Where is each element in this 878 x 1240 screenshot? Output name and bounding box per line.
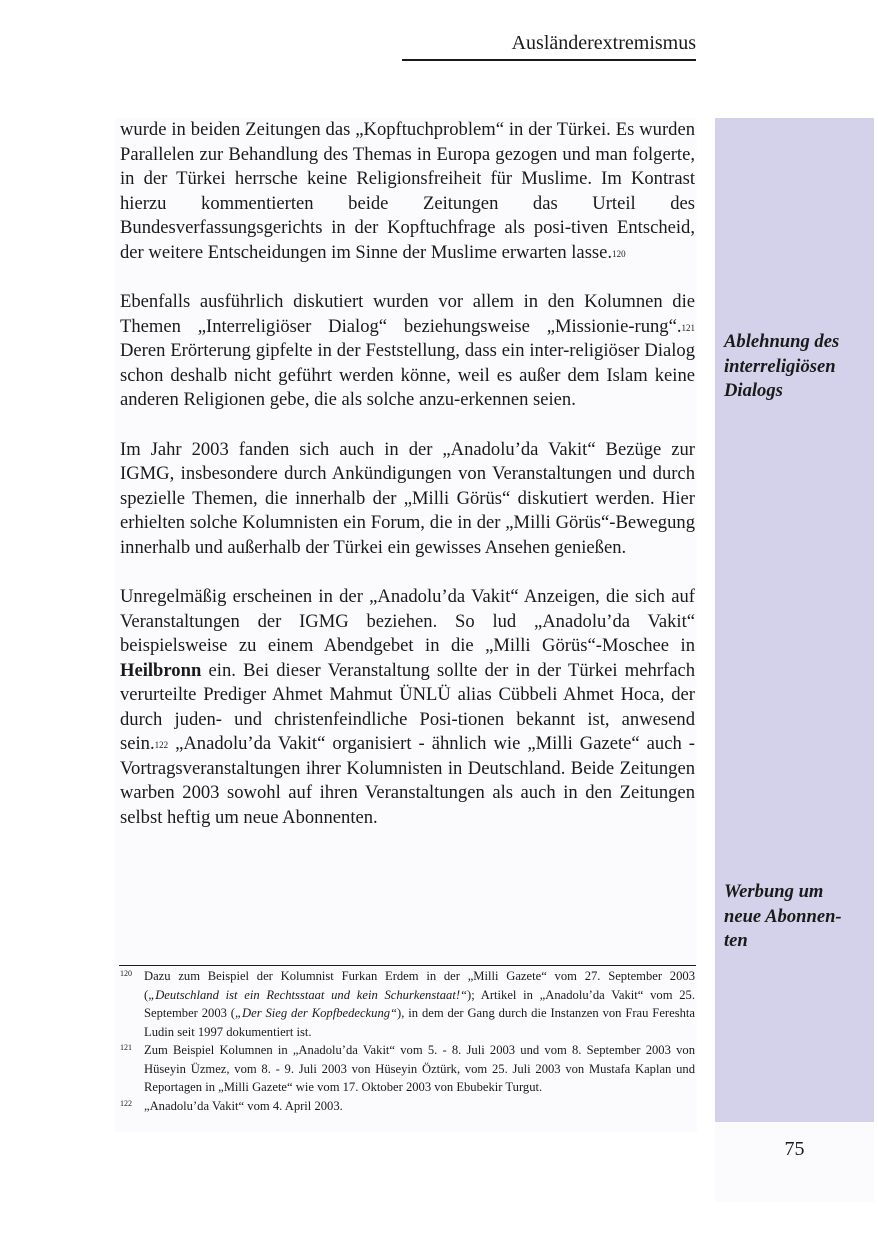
running-header-title: Ausländerextremismus — [511, 32, 696, 54]
running-header — [402, 28, 696, 61]
footnote-122: 122 „Anadolu’da Vakit“ vom 4. April 2003. — [120, 1097, 695, 1116]
paragraph-2: Ebenfalls ausführlich diskutiert wurden vor allem in den Kolumnen die Themen „Interreligiöser Dialog“ beziehungsweise „Missionie-rung“.$^{121}$ Deren Erörterung gipfelte in der Feststellung, dass ein inter-religiöser Dialog schon deshalb nicht geführt werden könne, weil es außer dem Islam keine anderen Religionen gebe, die als solche anzu-erkennen seien. — [120, 291, 695, 410]
footnote-121: 121 Zum Beispiel Kolumnen in „Anadolu’da Vakit“ vom 5. - 8. Juli 2003 und vom 8. September 2003 von Hüseyin Üzmez, vom 8. - 9. Juli 2003 von Hüseyin Öztürk, vom 25. Juli 2003 von Mustafa Kaplan und Reportagen in „Milli Gazete“ wie vom 17. Oktober 2003 von Ebubekir Turgut. — [120, 1041, 695, 1097]
footnote-ref-121[interactable]: 121 — [681, 322, 695, 333]
paragraph-1: wurde in beiden Zeitungen das „Kopftuchproblem“ in der Türkei. Es wurden Parallelen zur Behandlung des Themas in Europa gezogen und man folgerte, in der Türkei herrsche keine Religionsfreiheit für Muslime. Im Kontrast hierzu kommentierten beide Zeitungen das Urteil des Bundesverfassungsgerichts in der Kopftuchfrage als posi-tiven Entscheid, der weitere Entscheidungen im Sinne der Muslime erwarten lasse.$^{120}$ — [120, 119, 695, 263]
page-number: 75 — [784, 1138, 805, 1160]
footnote-120: 120 Dazu zum Beispiel der Kolumnist Furkan Erdem in der „Milli Gazete“ vom 27. September 2003 („Deutschland ist ein Rechtsstaat und kein Schurkenstaat!“); Artikel in „Anadolu’da Vakit“ vom 25. September 2003 („Der Sieg der Kopfbedeckung“), in dem der Gang durch die Instanzen von Frau Fereshta Ludin seit 1997 dokumentiert ist. — [120, 967, 695, 1041]
footnote-divider — [119, 965, 696, 966]
paragraph-3: Im Jahr 2003 fanden sich auch in der „Anadolu’da Vakit“ Bezüge zur IGMG, insbesondere durch Ankündigungen von Veranstaltungen und durch spezielle Themen, die innerhalb der „Milli Görüs“ diskutiert werden. Hier erhielten solche Kolumnisten ein Forum, die in der „Milli Görüs“-Bewegung innerhalb und außerhalb der Türkei ein gewisses Ansehen genießen. — [120, 438, 695, 558]
bold-place-name: Heilbronn — [120, 659, 202, 681]
body-text — [120, 118, 695, 855]
footnote-number: 121 — [120, 1043, 132, 1052]
footnote-number: 122 — [120, 1098, 132, 1108]
paragraph-4: Unregelmäßig erscheinen in der „Anadolu’da Vakit“ Anzeigen, die sich auf Veranstaltungen der IGMG beziehen. So lud „Anadolu’da Vakit“ beispielsweise zu einem Abendgebet in die „Milli Görüs“-Moschee in Heilbronn ein. Bei dieser Veranstaltung sollte der in der Türkei mehrfach verurteilte Prediger Ahmet Mahmut ÜNLÜ alias Cübbeli Ahmet Hoca, der durch juden- und christenfeindliche Posi-tionen bekannt ist, anwesend sein.$^{122}$ „Anadolu’da Vakit“ organisiert - ähnlich wie „Milli Gazete“ auch - Vortragsveranstaltungen ihrer Kolumnisten in Deutschland. Beide Zeitungen warben 2003 sowohl auf ihren Veranstaltungen als auch in den Zeitungen selbst heftig um neue Abonnenten. — [120, 586, 695, 828]
footnote-ref-122[interactable]: 122 — [154, 740, 169, 750]
page-number-box — [715, 1122, 874, 1202]
footnotes — [120, 967, 695, 1115]
margin-note-subscribers: Werbung um neue Abonnen- ten — [724, 881, 842, 951]
footnote-ref-120[interactable]: 120 — [612, 248, 626, 259]
margin-note-dialog: Ablehnung des interreligiösen Dialogs — [724, 331, 840, 401]
footnote-number: 120 — [120, 969, 132, 978]
margin-sidebar — [715, 118, 874, 1122]
